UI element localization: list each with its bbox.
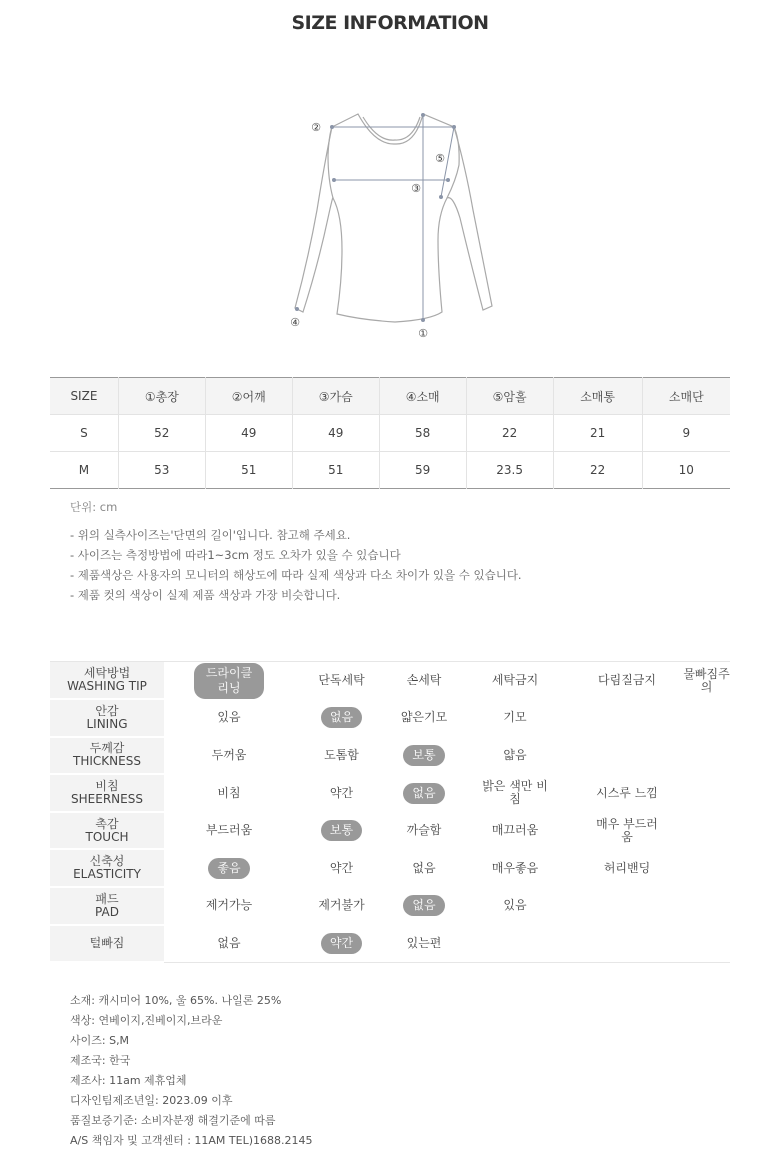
fabric-option-cell — [683, 887, 730, 925]
header-cell: SIZE — [50, 378, 118, 415]
fabric-option-cell — [683, 699, 730, 737]
header-cell: 소매단 — [642, 378, 730, 415]
marker-armhole: ⑤ — [435, 152, 445, 165]
fabric-option-cell — [459, 662, 571, 700]
fabric-option-cell — [164, 849, 294, 887]
fabric-option-cell — [571, 662, 683, 700]
fabric-option-cell — [459, 812, 571, 850]
fabric-label — [50, 699, 164, 737]
info-item: 색상: 연베이지,진베이지,브라운 — [70, 1014, 223, 1027]
fabric-info-table — [50, 661, 730, 963]
fabric-label-en: THICKNESS — [73, 754, 141, 769]
fabric-option-cell — [389, 812, 459, 850]
fabric-option-selected: 없음 — [403, 895, 444, 916]
fabric-option-cell — [164, 737, 294, 775]
fabric-option-cell — [294, 774, 389, 812]
fabric-label — [50, 812, 164, 850]
fabric-option: 세탁금지 — [491, 673, 539, 688]
fabric-option-cell — [571, 887, 683, 925]
fabric-option: 밝은 색만 비침 — [482, 779, 548, 807]
fabric-option-cell — [683, 925, 730, 963]
note-item: - 위의 실측사이즈는'단면의 길이'입니다. 참고해 주세요. — [70, 528, 351, 542]
fabric-option-cell — [571, 737, 683, 775]
fabric-option-cell — [571, 774, 683, 812]
fabric-option: 얇음 — [503, 747, 527, 762]
info-item: 디자인팀제조년일: 2023.09 이후 — [70, 1094, 233, 1107]
fabric-option-cell — [164, 887, 294, 925]
fabric-option: 있음 — [503, 898, 527, 913]
fabric-option-cell — [294, 662, 389, 700]
fabric-row — [50, 887, 730, 925]
fabric-option-selected: 보통 — [403, 745, 444, 766]
fabric-option-cell — [571, 925, 683, 963]
fabric-label-ko: 세탁방법 — [83, 666, 131, 681]
fabric-option: 도톰함 — [324, 747, 359, 762]
fabric-option-cell — [571, 699, 683, 737]
table-cell: 21 — [553, 415, 642, 452]
info-item: A/S 책임자 및 고객센터 : 11AM TEL)1688.2145 — [70, 1134, 313, 1147]
fabric-option-selected: 약간 — [321, 933, 362, 954]
fabric-option: 까슬함 — [406, 823, 442, 838]
fabric-row — [50, 925, 730, 963]
fabric-option-cell — [294, 699, 389, 737]
fabric-row — [50, 812, 730, 850]
fabric-option-selected: 좋음 — [208, 858, 249, 879]
marker-chest: ③ — [411, 182, 421, 195]
fabric-label-ko: 신축성 — [89, 854, 125, 869]
table-cell: 10 — [678, 463, 694, 477]
fabric-option-cell — [294, 925, 389, 963]
note-item: - 제품색상은 사용자의 모니터의 해상도에 따라 실제 색상과 다소 차이가 있을 수 있습니다. — [70, 568, 522, 582]
fabric-option: 얇은기모 — [400, 710, 448, 725]
fabric-option-cell — [683, 849, 730, 887]
fabric-option-cell — [571, 812, 683, 850]
fabric-option-cell — [389, 662, 459, 700]
header-cell: ④소매 — [379, 378, 466, 415]
fabric-option: 단독세탁 — [318, 673, 365, 688]
fabric-option-cell — [164, 812, 294, 850]
table-cell: 59 — [379, 452, 466, 489]
marker-sleeve: ④ — [290, 316, 300, 329]
fabric-option-cell — [389, 887, 459, 925]
fabric-option-cell — [164, 774, 294, 812]
table-cell: 49 — [292, 415, 379, 452]
fabric-label — [50, 737, 164, 775]
table-cell: 52 — [118, 415, 205, 452]
size-table-header — [50, 378, 730, 415]
fabric-option-cell — [389, 925, 459, 963]
fabric-option-cell — [571, 849, 683, 887]
fabric-option-cell — [294, 887, 389, 925]
fabric-option: 시스루 느낌 — [596, 785, 658, 800]
fabric-option-cell — [389, 849, 459, 887]
fabric-option-cell — [389, 699, 459, 737]
note-item: - 제품 컷의 색상이 실제 제품 색상과 가장 비슷합니다. — [70, 588, 341, 602]
fabric-row — [50, 774, 730, 812]
fabric-label-ko: 안감 — [95, 703, 119, 718]
table-cell: 49 — [205, 415, 292, 452]
fabric-label-en: PAD — [95, 904, 119, 919]
size-notes — [70, 527, 522, 607]
fabric-option: 부드러움 — [205, 823, 253, 838]
info-item: 제조사: 11am 제휴업체 — [70, 1074, 187, 1087]
fabric-label-ko: 두께감 — [89, 741, 125, 756]
marker-length: ① — [418, 327, 428, 340]
table-cell: M — [50, 452, 118, 489]
fabric-label-ko: 비침 — [95, 779, 119, 794]
fabric-row — [50, 699, 730, 737]
header-cell: ②어깨 — [205, 378, 292, 415]
fabric-label-ko: 패드 — [95, 891, 119, 906]
table-cell: 51 — [292, 452, 379, 489]
fabric-option-selected: 없음 — [403, 783, 444, 804]
table-cell: S — [50, 415, 118, 452]
fabric-label — [50, 849, 164, 887]
table-cell: 22 — [553, 452, 642, 489]
fabric-option-selected: 없음 — [321, 707, 362, 728]
fabric-option-cell — [164, 699, 294, 737]
fabric-option-cell — [683, 812, 730, 850]
fabric-option-cell — [459, 925, 571, 963]
fabric-label-en: WASHING TIP — [67, 679, 147, 694]
fabric-label — [50, 887, 164, 925]
fabric-option-selected: 드라이클리닝 — [194, 663, 264, 699]
fabric-option: 허리밴딩 — [603, 860, 651, 875]
fabric-row — [50, 849, 730, 887]
fabric-option: 제거가능 — [205, 898, 253, 913]
product-info-list — [70, 993, 313, 1153]
fabric-row — [50, 737, 730, 775]
table-cell: 51 — [205, 452, 292, 489]
fabric-label-en: TOUCH — [85, 829, 129, 844]
table-row — [50, 452, 730, 489]
fabric-option: 기모 — [503, 710, 527, 725]
fabric-option: 없음 — [217, 935, 241, 950]
unit-label: 단위: cm — [70, 500, 118, 514]
fabric-option-cell — [389, 737, 459, 775]
fabric-option: 없음 — [412, 860, 436, 875]
fabric-option-cell — [683, 662, 730, 700]
fabric-label — [50, 925, 164, 963]
table-cell: 9 — [642, 415, 730, 452]
table-cell: 23.5 — [466, 452, 553, 489]
fabric-option-cell — [459, 774, 571, 812]
fabric-option-cell — [683, 737, 730, 775]
table-cell: 53 — [118, 452, 205, 489]
fabric-label-en: LINING — [86, 716, 128, 731]
fabric-label-en: ELASTICITY — [73, 867, 141, 882]
fabric-option-cell — [459, 887, 571, 925]
fabric-label — [50, 774, 164, 812]
fabric-option-cell — [294, 849, 389, 887]
fabric-option-selected: 보통 — [321, 820, 362, 841]
header-cell: ①총장 — [118, 378, 205, 415]
fabric-option: 있는편 — [406, 935, 442, 950]
fabric-row — [50, 662, 730, 700]
table-row — [50, 415, 730, 452]
info-item: 품질보증기준: 소비자분쟁 해결기준에 따름 — [70, 1114, 276, 1127]
fabric-option-cell — [459, 699, 571, 737]
fabric-option-cell — [294, 737, 389, 775]
fabric-option-cell — [164, 662, 294, 700]
fabric-option: 손세탁 — [406, 673, 442, 688]
fabric-option: 두꺼움 — [211, 747, 247, 762]
info-item: 제조국: 한국 — [70, 1054, 131, 1067]
fabric-option: 매우 부드러움 — [596, 816, 658, 844]
fabric-option: 매끄러움 — [491, 823, 539, 838]
fabric-label — [50, 662, 164, 700]
header-cell: ③가슴 — [292, 378, 379, 415]
header-cell: 소매통 — [553, 378, 642, 415]
fabric-option-cell — [164, 925, 294, 963]
fabric-option: 매우좋음 — [491, 860, 539, 875]
fabric-option-cell — [294, 812, 389, 850]
fabric-option: 약간 — [329, 860, 354, 875]
table-cell: 22 — [466, 415, 553, 452]
fabric-option-cell — [459, 737, 571, 775]
fabric-option: 다림질금지 — [598, 673, 656, 688]
fabric-option-cell — [683, 774, 730, 812]
info-item: 소재: 캐시미어 10%, 울 65%. 나일론 25% — [70, 994, 282, 1007]
fabric-option: 비침 — [217, 785, 241, 800]
fabric-option: 약간 — [329, 785, 354, 800]
page-title: SIZE INFORMATION — [291, 12, 489, 34]
fabric-option-cell — [389, 774, 459, 812]
fabric-option-cell — [459, 849, 571, 887]
table-cell: 58 — [379, 415, 466, 452]
size-table — [50, 377, 730, 489]
garment-diagram — [270, 100, 510, 345]
marker-shoulder: ② — [311, 121, 321, 134]
fabric-option: 제거불가 — [318, 898, 365, 913]
header-cell: ⑤암홀 — [466, 378, 553, 415]
fabric-label-ko: 털빠짐 — [89, 935, 125, 950]
fabric-option: 있음 — [217, 710, 241, 725]
info-item: 사이즈: S,M — [70, 1034, 130, 1047]
fabric-option: 물빠짐주의 — [683, 666, 730, 694]
note-item: - 사이즈는 측정방법에 따라1~3cm 정도 오차가 있을 수 있습니다 — [70, 548, 401, 562]
fabric-label-ko: 촉감 — [95, 816, 119, 831]
fabric-label-en: SHEERNESS — [71, 792, 143, 807]
